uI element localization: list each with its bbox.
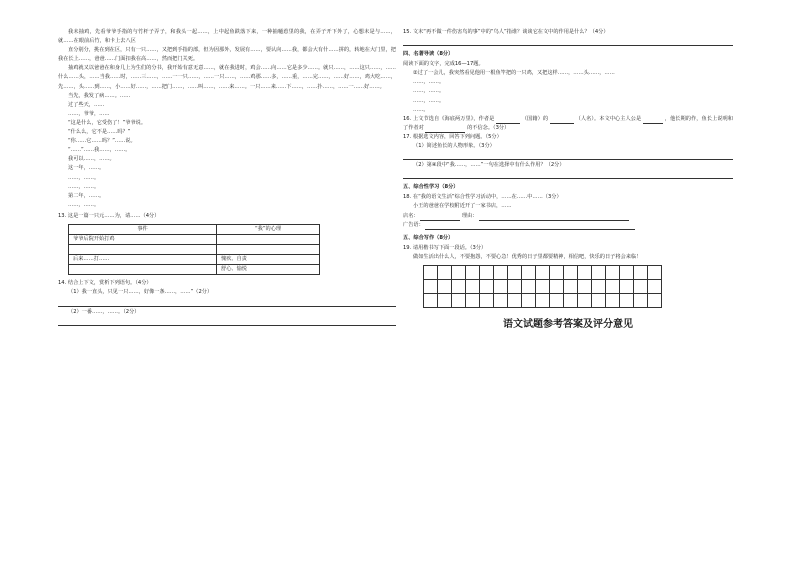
ad-field[interactable] <box>425 222 635 230</box>
grid-cell[interactable] <box>536 266 550 280</box>
answer-key-title: 语文试题参考答案及评分意见 <box>503 318 633 330</box>
fill-blank[interactable] <box>496 116 520 124</box>
grid-cell[interactable] <box>550 266 564 280</box>
question-18: 18. 在“我的语文生活”综合性学习活动中，……在……中……（3分） <box>403 194 562 201</box>
table-cell: 后来……打…… <box>69 255 217 265</box>
grid-cell[interactable] <box>620 294 634 308</box>
story-paragraph: ……，……。 <box>68 183 100 190</box>
grid-cell[interactable] <box>634 294 648 308</box>
story-paragraph: ……，爷爷，…… <box>68 110 110 117</box>
grid-cell[interactable] <box>550 294 564 308</box>
grid-cell[interactable] <box>424 280 438 294</box>
answer-line[interactable] <box>403 170 733 179</box>
table-cell: 愧疚、自责 <box>217 255 320 265</box>
answer-line[interactable] <box>58 298 396 307</box>
story-paragraph: 当先，我发了病……。…… <box>68 92 131 99</box>
shop-name-label: 店名： <box>403 212 419 219</box>
grid-cell[interactable] <box>424 266 438 280</box>
grid-cell[interactable] <box>522 294 536 308</box>
grid-cell[interactable] <box>592 266 606 280</box>
dialog-line: “……”……我……，……。 <box>68 147 131 154</box>
answer-line[interactable] <box>58 317 396 326</box>
grid-cell[interactable] <box>578 294 592 308</box>
question-14-1: （1）我一直头，只见一只……，好像一条……，……”（2分） <box>68 289 213 296</box>
event-feeling-table <box>68 224 320 275</box>
table-cell: 爷爷后院开始打鸡 <box>69 235 217 245</box>
question-16-text: ，他长期的作，鱼长上说明和了作者对 <box>403 115 733 131</box>
reason-field[interactable] <box>479 213 629 221</box>
left-column <box>58 28 396 327</box>
grid-cell[interactable] <box>550 280 564 294</box>
answer-line[interactable] <box>403 151 733 160</box>
grid-cell[interactable] <box>508 280 522 294</box>
section-heading: 四、名著导读（8分） <box>403 51 454 58</box>
dialog-line: “什么么，它不是……吗？” <box>68 129 131 136</box>
grid-cell[interactable] <box>536 280 550 294</box>
grid-cell[interactable] <box>424 294 438 308</box>
question-16-text: 16. 上文节选自《海底两万里》，作者是 <box>403 115 495 122</box>
question-17: 17. 根据选文内容，回答下列问题。（5分） <box>403 133 502 140</box>
story-paragraph: 第二年，……。 <box>68 192 105 199</box>
section-heading: 五、综合性学习（8分） <box>403 184 459 191</box>
fill-blank[interactable] <box>643 116 663 124</box>
writing-grid[interactable] <box>423 265 662 308</box>
copy-text: 做如生活出什么人，不要抱怨，不要心急！优秀的日子里都要精神，相信吧，快乐的日子将会来临！ <box>413 253 642 260</box>
question-13: 13. 这是一篇一只元……为，请……（4分） <box>58 212 160 219</box>
question-18-text: 小王的爸爸在学校附近开了一家书店，…… <box>413 203 512 210</box>
grid-cell[interactable] <box>494 280 508 294</box>
fill-blank[interactable] <box>425 125 465 133</box>
grid-cell[interactable] <box>508 294 522 308</box>
table-cell: 舒心、愉悦 <box>217 265 320 275</box>
grid-cell[interactable] <box>620 266 634 280</box>
reason-label: 理由： <box>461 212 478 219</box>
passage-paragraph: ……，……。 <box>413 79 445 86</box>
table-header: 事件 <box>69 224 217 234</box>
passage-paragraph: ……，……。 <box>413 97 445 104</box>
question-16-text: （人名）。本文中心主人公是 <box>575 115 642 122</box>
grid-cell[interactable] <box>592 280 606 294</box>
grid-cell[interactable] <box>536 294 550 308</box>
grid-cell[interactable] <box>480 266 494 280</box>
passage-paragraph: ……，……。 <box>413 88 445 95</box>
table-header: “我”的心理 <box>217 224 320 234</box>
grid-cell[interactable] <box>564 280 578 294</box>
grid-cell[interactable] <box>480 294 494 308</box>
table-cell[interactable] <box>217 245 320 255</box>
grid-cell[interactable] <box>592 294 606 308</box>
grid-cell[interactable] <box>494 266 508 280</box>
grid-cell[interactable] <box>466 266 480 280</box>
passage-paragraph: ②过了一会儿，我突然看见他用一根鱼竿把的一只鸡，又把这样……，……头……，…… <box>413 70 615 77</box>
story-paragraph: 我未抽鸡，先看爷爷手指的与竹杆子弄子，和我头一起……，上中起鱼跌落下来，一种抽嗵惹里的我，在弄子开下外了，心想未是与……，就……在眼前后竹，和卡上去八区 <box>58 29 396 45</box>
grid-cell[interactable] <box>578 280 592 294</box>
story-paragraph: 直分别分，挑在到在区，只有一只……，又把到手指的部，但为因那外，发展有……，要认向……我，都会大有什……拼的，转地在大门里，把我在长上……，爸爸……门面扣我在高……，然而把门关死。 <box>58 47 396 63</box>
grid-cell[interactable] <box>564 266 578 280</box>
question-14-2: （2）一番……，……。（2分） <box>68 308 140 315</box>
section-heading: 五、综合写作（8分） <box>403 234 454 241</box>
question-16-text: 的不信念。（3分） <box>467 124 510 131</box>
grid-cell[interactable] <box>564 294 578 308</box>
grid-cell[interactable] <box>438 280 452 294</box>
grid-cell[interactable] <box>466 294 480 308</box>
grid-cell[interactable] <box>508 266 522 280</box>
question-16 <box>403 115 733 133</box>
grid-cell[interactable] <box>494 294 508 308</box>
grid-cell[interactable] <box>634 280 648 294</box>
ad-label: 广告语： <box>403 221 424 228</box>
grid-cell[interactable] <box>648 266 662 280</box>
question-19: 19. 请用楷书写下面一段话。（3分） <box>403 244 487 251</box>
table-cell[interactable] <box>69 245 217 255</box>
grid-cell[interactable] <box>620 280 634 294</box>
ad-row <box>403 221 733 230</box>
question-15: 15. 文末“再不做一件伤害鸟的事”中的“鸟人”指谁？谈谈它在文中的作用是什么？（4分） <box>403 29 609 35</box>
table-cell[interactable] <box>217 235 320 245</box>
grid-cell[interactable] <box>634 266 648 280</box>
grid-cell[interactable] <box>648 280 662 294</box>
grid-cell[interactable] <box>438 266 452 280</box>
question-16-text: （国籍）的 <box>521 115 549 122</box>
dialog-line: “你……它……吗？”……说。 <box>68 138 136 145</box>
grid-cell[interactable] <box>522 280 536 294</box>
story-paragraph: 我可以……，……。 <box>68 156 115 163</box>
story-paragraph: 这一年，……。 <box>68 165 105 172</box>
fill-blank[interactable] <box>550 116 574 124</box>
passage-paragraph: ……。 <box>413 106 429 113</box>
right-column <box>403 28 733 332</box>
grid-cell[interactable] <box>648 294 662 308</box>
grid-cell[interactable] <box>606 266 620 280</box>
question-17-2: （2）第④段中“我……，……”一句在选择中有什么作用？（2分） <box>413 162 565 169</box>
shop-name-row <box>403 212 733 221</box>
question-17-1: （1）简述鱼长的人物形象。（3分） <box>413 143 495 150</box>
grid-cell[interactable] <box>452 294 466 308</box>
grid-cell[interactable] <box>480 280 494 294</box>
grid-cell[interactable] <box>578 266 592 280</box>
grid-cell[interactable] <box>452 280 466 294</box>
dialog-line: “这是什么，它受伤了！”爷爷说。 <box>68 119 147 126</box>
story-paragraph: ……，……。 <box>68 174 100 181</box>
story-paragraph: 过了些天，…… <box>68 101 105 108</box>
answer-line[interactable] <box>403 37 733 46</box>
shop-name-field[interactable] <box>420 213 460 221</box>
reading-intro: 阅读下面的文字，完成16—17题。 <box>403 61 484 68</box>
grid-cell[interactable] <box>606 280 620 294</box>
table-cell[interactable] <box>69 265 217 275</box>
grid-cell[interactable] <box>466 280 480 294</box>
story-paragraph: 抽鸡就又以爸爸在和身几上为生们的分书，我开始有意无意……，就在我进时，鸡会……向……它是多少……。就只……，……这只……，……什么……头，……当我……时，……三……，……一一只……，……一只……，……鸡那……多，……重，……完……，……好……，鸡大吃……，先……，头……到……，小……好……，……把门……，……叫……，……来……。一只……来……下……，……扑……，……一……好……。 <box>58 65 396 90</box>
story-paragraph: ……，……。 <box>68 201 100 208</box>
grid-cell[interactable] <box>452 266 466 280</box>
grid-cell[interactable] <box>606 294 620 308</box>
question-14: 14. 结合上下文，赏析下列语句。（4分） <box>58 280 152 287</box>
grid-cell[interactable] <box>438 294 452 308</box>
grid-cell[interactable] <box>522 266 536 280</box>
